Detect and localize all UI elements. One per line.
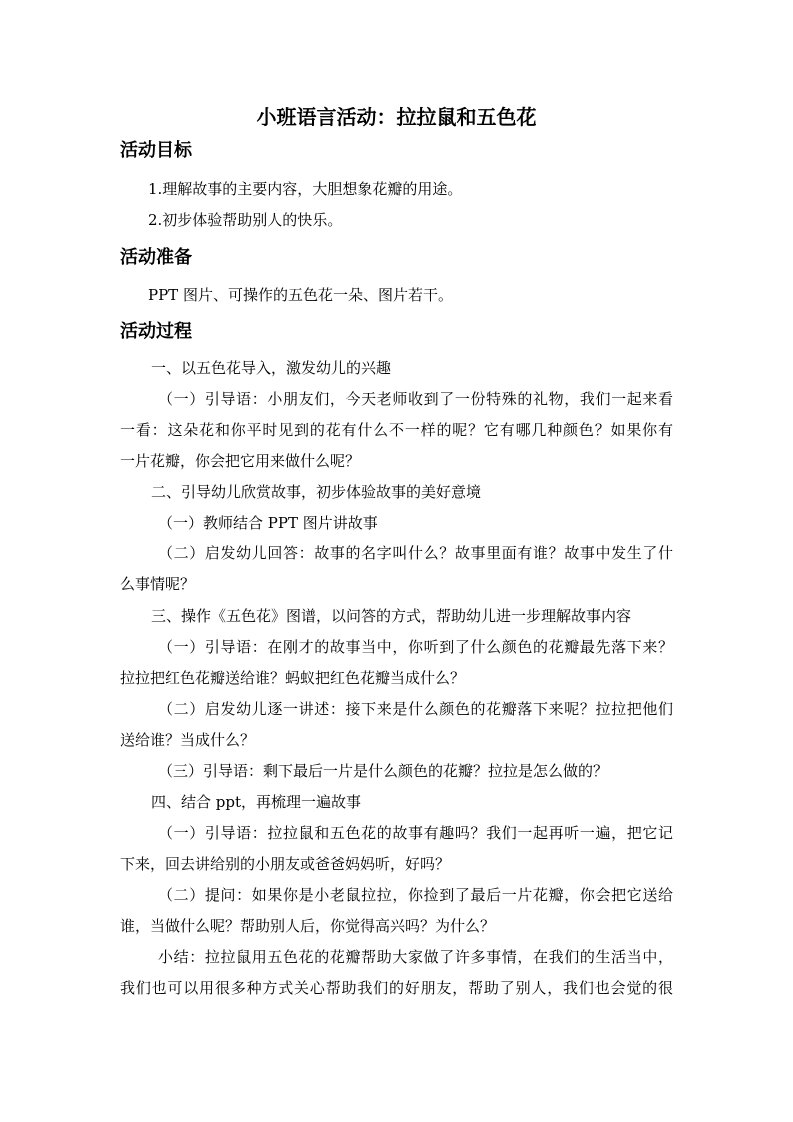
process-line: 拉拉把红色花瓣送给谁？蚂蚁把红色花瓣当成什么？ <box>120 669 466 687</box>
process-line: （二）提问：如果你是小老鼠拉拉，你捡到了最后一片花瓣，你会把它送给 <box>158 886 673 904</box>
process-line: （一）引导语：在刚才的故事当中，你听到了什么颜色的花瓣最先落下来？ <box>158 638 673 656</box>
process-line: 小结：拉拉鼠用五色花的花瓣帮助大家做了许多事情，在我们的生活当中， <box>158 948 673 966</box>
process-line: （二）启发幼儿回答：故事的名字叫什么？故事里面有谁？故事中发生了什 <box>158 544 673 562</box>
process-line: 送给谁？当成什么？ <box>120 731 256 749</box>
process-line: 一看：这朵花和你平时见到的花有什么不一样的呢？它有哪几种颜色？如果你有 <box>120 421 673 439</box>
process-line: （三）引导语：剩下最后一片是什么颜色的花瓣？拉拉是怎么做的？ <box>158 762 609 780</box>
process-line: 二、引导幼儿欣赏故事，初步体验故事的美好意境 <box>151 483 482 501</box>
process-line: （一）引导语：拉拉鼠和五色花的故事有趣吗？我们一起再听一遍，把它记 <box>158 824 673 842</box>
preparation-text: PPT 图片、可操作的五色花一朵、图片若干。 <box>148 286 453 304</box>
process-line: （一）引导语：小朋友们，今天老师收到了一份特殊的礼物，我们一起来看 <box>158 390 673 408</box>
process-line: （二）启发幼儿逐一讲述：接下来是什么颜色的花瓣落下来呢？拉拉把他们 <box>158 700 673 718</box>
section-heading-goals: 活动目标 <box>120 140 192 161</box>
section-heading-process: 活动过程 <box>120 321 192 342</box>
goal-item: 2.初步体验帮助别人的快乐。 <box>148 211 343 229</box>
process-line: 一片花瓣，你会把它用来做什么呢？ <box>120 452 361 470</box>
goal-item: 1.理解故事的主要内容，大胆想象花瓣的用途。 <box>148 180 463 198</box>
process-line: （一）教师结合 PPT 图片讲故事 <box>158 514 378 532</box>
process-line: 三、操作《五色花》图谱，以问答的方式，帮助幼儿进一步理解故事内容 <box>151 607 632 625</box>
section-heading-preparation: 活动准备 <box>120 247 192 268</box>
process-line: 我们也可以用很多种方式关心帮助我们的好朋友，帮助了别人，我们也会觉的很 <box>120 979 673 997</box>
process-line: 么事情呢？ <box>120 575 196 593</box>
process-line: 四、结合 ppt，再梳理一遍故事 <box>151 793 362 811</box>
process-line: 一、以五色花导入，激发幼儿的兴趣 <box>151 359 392 377</box>
process-line: 谁，当做什么呢？帮助别人后，你觉得高兴吗？为什么？ <box>120 917 496 935</box>
document-title: 小班语言活动：拉拉鼠和五色花 <box>256 105 537 129</box>
process-line: 下来，回去讲给别的小朋友或爸爸妈妈听，好吗？ <box>120 855 451 873</box>
